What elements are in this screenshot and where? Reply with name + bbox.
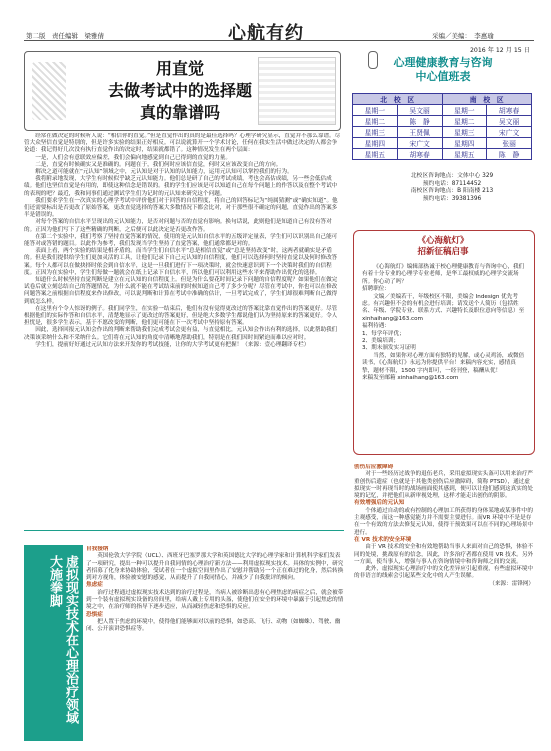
perk-item: 1、每学年评优； [362, 330, 405, 337]
positions-detail: 文编／美编若干，年级校区不限，美编会 Indesign 优先考虑。有兴趣但不会的有机会进行培训；请发送个人简历（包括姓名、年级、学院专业、联系方式、兴趣特长及职位意向等信息）至 xinhaihang@163.com [362, 293, 525, 322]
masthead-title: 心航有约 [228, 23, 304, 44]
north-address: 北校区咨询地点：文体中心 329 [410, 173, 494, 179]
issue-date: 2016 年 12 月 15 日 [470, 47, 530, 54]
vr-therapy-article-continued [354, 464, 534, 740]
table-cell: 星期四 [442, 138, 487, 149]
perk-item: 2、美编培训； [362, 338, 400, 345]
section-heading: 有效增强后的元认知 [354, 500, 405, 507]
table-row [353, 105, 532, 116]
paragraph: 知道什么时候坚持直觉判断是建立在元认知的自信程度上。但是为什么要花时间记录下问题的自信程度呢？如果他们在做完试卷后就立刻总结自己的答题情况，为什么就不能在考试结束前的时候知道自己考了多少分呢？尽管在考试中，你也可以在修改问题答案之前根据自信程度来作出修改，可以说判断和计算在考试中准确的估计，一旦考试完成了，学生们却很难判断自己做得到底怎么样。 [24, 277, 338, 305]
paragraph: 我将附录地发现，大学生有时候似乎缺乏元认知能力。他们总是研了自己的考试成绩，考也会高估成绩，另一些会低估成绩。他们也坚信直觉是有用的，即使这种信念是错误的。我的学生们应该是可以知道自己在每个问题上的作答以及在整个考试中的表现的吧？最近，我和同事们通过测试学生们为记时的元认知来研究这个问题。 [24, 176, 338, 197]
table-cell: 星期三 [442, 127, 487, 138]
table-cell: 星期四 [353, 138, 398, 149]
table-row [353, 138, 532, 149]
section-heading: 恐惧症 [86, 611, 103, 618]
perks-label: 福利待遇： [362, 323, 390, 330]
header-divider [24, 40, 534, 41]
vr-therapy-article [86, 546, 344, 742]
title-line-2: 去做考试中的选择题 [107, 81, 252, 100]
north-phone: 预约电话：87114452 [422, 180, 482, 187]
paragraph: 英国伦敦大学学院（UCL）、西班牙巴塞罗那大学和英国德比大学的心理学家和计算机科学家们发表了一项研究，提出一种可以提升自我同情的心理治疗新方法——利用虚拟现实技术。具体的实例中，研究者招募了化身来协助体验，受试者在一个虚拟空间里作出了安慰并帮助另一个正在难过的化身，然后转换到对方视角，体验被安慰的感觉，从而提升了自我同情心，并减少了自我批评的倾向。 [86, 553, 344, 582]
table-cell: 星期五 [442, 149, 487, 160]
table-cell: 胡寒春 [397, 149, 442, 160]
table-cell: 星期二 [353, 116, 398, 127]
paragraph: 学生们，提前好好通过元认知方法来开发你的考试技能，让你的大学考试更有把握！（来源：壹心理翻译专栏） [35, 341, 310, 348]
table-cell: 星期二 [442, 116, 487, 127]
consultation-addresses [372, 173, 532, 203]
south-address: 南校区咨询地点：B 阳南楼 213 [410, 188, 494, 195]
table-cell: 陈 静 [397, 116, 442, 127]
positions-label: 招聘职位： [362, 286, 390, 293]
recruitment-intro: 《心海航灯》编辑部热诚于校心理健康教育与咨询中心，我们有着十分专业的心理学专业老师，是华工最权威的心理学交流场所。你心动了吗？ [362, 264, 525, 285]
table-cell: 星期三 [353, 127, 398, 138]
table-cell: 吴文丽 [397, 105, 442, 116]
table-cell: 王贤佩 [397, 127, 442, 138]
duty-title-line-2: 中心值班表 [415, 70, 471, 83]
main-article-title [70, 58, 290, 124]
paragraph: 经常在做决定的时候听人说：“相信你的直觉。”但是直觉作出的真的是最佳选择吗？心理学研究显示，直觉并不那么靠谱。尽管大众坚信直觉是特别的，但是许多实验的结果正好相反。可以说就算开一个学术讨论，任何在我实生活中做过决定的人都会争论道：我记得好几次没有执行直觉作出的决定时，结果就都错了。这种情况发生在两个层面： [24, 133, 341, 154]
table-row [353, 116, 532, 127]
main-article-body [24, 133, 342, 527]
edition-info: 第二版 责任编辑 梁雅倩 [26, 32, 104, 40]
table-header-north: 北 校 区 [353, 94, 443, 105]
paragraph: 表面上看，两个实验的结果是相矛盾的。而当学生们自信水平“总是相信直觉”或“总是坚持改变”时，这两者就确实是矛盾的。但是我们提供给学生们更加灵活的工具，让他们记录下自己元认知的自信程度，他们可以选择何时坚持直觉以及何时修改答案。每个人都可以在做抉择时依会到自信水平，这是一旦我们进行下一项决策时，就会快速意识到下一个决策时我们的自信程度。正因为在实验中，学生们每做一题就会在纸上记录下自信水平，所以他们可以利用这些水平来帮助作出优化的选择。 [24, 248, 338, 276]
table-cell: 胡寒春 [487, 105, 532, 116]
table-row [353, 149, 532, 160]
title-line-1: 用直觉 [155, 59, 204, 78]
recruitment-title-1: 《心海航灯》 [417, 236, 469, 246]
table-header-south: 南 校 区 [442, 94, 532, 105]
recruitment-body [362, 264, 526, 383]
editor-info: 采编／美编： 李惠瑜 [432, 32, 494, 40]
table-cell: 陈 静 [487, 149, 532, 160]
table-cell: 宋广文 [487, 127, 532, 138]
paragraph: 把人置于焦虑的环境中，使得他们能够面对以前的恐惧，如恐高、飞行、动物（如蜘蛛）、驾驶、幽闭、公开演讲恐惧症等。 [86, 618, 341, 633]
table-cell: 吴文丽 [487, 116, 532, 127]
paragraph: 二是，直觉有时候确实又是准确的。问题在于，我们何时应该信直觉，何时又应该改变自己的方向。 [35, 161, 282, 168]
article-source: （来源：雷锋网） [489, 580, 534, 587]
south-phone: 预约电话：39381396 [422, 195, 482, 202]
section-heading: 自我接纳 [86, 546, 109, 552]
paragraph: 在这里有个令人惊讶的例子。我们同学生，在实验一结束后，他们有没有觉得更改过的答案比靠直觉作出的答案更好。尽管根据他们的实际作答和自信水平，清楚地显示了更改过的答案更好，但是绝大多数学生都说他们认为坚持原来的答案更好。令人担忧是，很多学生表示，基于不愿改变的判断，他们更可能在下一次考试中坚持原有答案。 [24, 305, 338, 327]
duty-schedule-table [352, 93, 532, 160]
vr-article-title: 虚拟现实技术在心理治疗领域大施拳脚 [47, 555, 78, 724]
submission-note: 当然，如果你对心理方面有独特的见解，或心灵鸡汤，或微倍读书，《心海航灯》永远为你提供平台！来稿内容充实，感情真挚，题材不限，1500 字内即可，一经刊登，稿酬从优！ [362, 352, 525, 374]
paragraph: 因此，选择回报元认知会作出的判断来帮助我们完成考试会更有益，与直觉相比，元认知会作出有利的选择，以此帮助我们决策该采纳什么和不采纳什么。它们将在元认知的角度中清晰地帮助我们，特别是在我们因时间紧迫而难以应对时。 [24, 327, 338, 341]
paragraph: 此外，虚拟现实心理治疗中的文化差异应引起重视，有些虚拟环境中的非语言的线索会引起某些文化中的人产生误解。 [354, 566, 534, 580]
paragraph: 治疗过程通过虚拟现实技术达到的治疗过程是，当病人被诊断出患有心理焦虑的病症之后，就会被带到一个装有虚拟现实设备的房间里，给病人戴上专用的头盔，使他们在安全的环境中暴露于引起焦虑的情境之中，在治疗师的指导下逐步适应，从而减轻焦虑和恐惧的反应。 [86, 589, 344, 611]
duty-title-line-1: 心理健康教育与咨询 [393, 56, 493, 69]
paragraph: 个体通过自动的或有控制的心理加工所获得的身体某地或某事件中的主观感受，而这一种感觉能力并不需要主要进行。而VR 环境中不是是存在一个有效的方法去修复元认知，使得干预效果可以在不同的心理场景中进行。 [354, 507, 534, 536]
paragraph: 对每个答案的自信水平呈现出的元认知能力，是否对问题与否的直觉有影响。换句话说，此则他们是知道自己有没有答对的。正因为他们写下了这些精确的判断，之后便可以此决定是否更改作答。 [24, 219, 332, 233]
perk-item: 3、期末颁发实习证明 [362, 345, 416, 352]
duty-schedule-title [350, 56, 536, 84]
submission-email: 来稿发至邮箱 xinhaihang@163.com [362, 375, 459, 382]
table-cell: 星期一 [442, 105, 487, 116]
paragraph: 在第二个实验中，我们考察了坚持直觉答案的情况，使用的是元认知自信水平的五级评定量表，学生们可以识别出自己能可能答对或答错的题目。以此作为参考，我们发现当学生坚持了直觉答案，他们通常都是对的。 [24, 233, 338, 248]
paragraph: 由于 VR 技术的安全和有效地帮助当事人来面对自己的恐惧，体验不同的处境，挑战原有的信念，因此，许多治疗者都在使用 VR 技术。另外一方面，使当事人，增强与事人在咨询情境中和咨询师之间的交流。 [354, 544, 534, 565]
recruitment-heading [365, 236, 521, 258]
section-heading: 在 VR 技术的安全环境 [354, 536, 412, 543]
recruitment-title-2: 招新征稿启事 [417, 247, 469, 257]
section-heading: 创伤后应激障碍 [354, 464, 394, 470]
table-cell: 星期一 [353, 105, 398, 116]
paragraph: 对于一些经历过战争的退伍老兵，采用虚拟现实头盔可以用来治疗严重创伤后遗症（也就是于其他类创伤后应激障碍，简称 PTSD），通过虚拟现实一时再现当时的战场画面使其感到，便可以让他们感到这真实的处境的记忆，并把他们从新审视处理，这样才能走出创伤的阴影。 [354, 471, 534, 500]
table-cell: 张丽 [487, 138, 532, 149]
paragraph: 一是，人们会有意联效应偏差，我们会偏向地感觉到自己已得到的直觉的力量。 [35, 154, 231, 161]
section-heading: 焦虑症 [86, 582, 103, 589]
table-cell: 宋广文 [397, 138, 442, 149]
title-decoration-image [32, 62, 66, 120]
paragraph: 解决之道可能就在“元认知”领域之中，元认知是对于认知的认知能力，运用元认知可以掌控我们的行为。 [35, 169, 293, 176]
title-line-3: 真的靠谱吗 [139, 103, 220, 122]
section-divider [24, 530, 344, 531]
table-cell: 星期五 [353, 149, 398, 160]
paragraph: 我们要求学生在一次真实的心理学考试中评价他们对于回答的自信程度，将自己的回答标记为“纯属猜测”或“确实知道”。他们还需要标出是否更改了原始答案，更改直觉选择的答案大多数情况下都会比对，对于那些很不确定的问题，直觉作出的答案多半是错误的。 [24, 197, 338, 219]
table-row [353, 127, 532, 138]
